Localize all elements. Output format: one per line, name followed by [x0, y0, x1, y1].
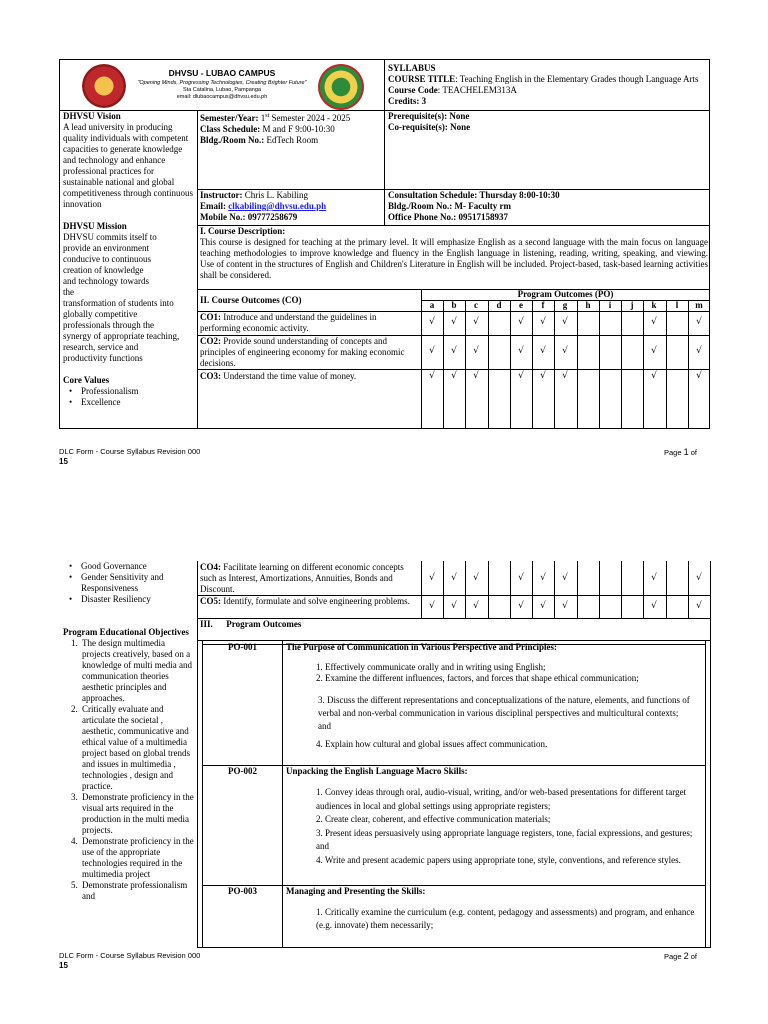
- peo-item: 3. Demonstrate proficiency in the visual arts required in the production in the multi media projects.: [80, 792, 195, 836]
- co-description: Facilitate learning on different economic concepts such as Interest, Amortizations, Annuities, Bonds and Discount.: [200, 562, 404, 594]
- course-description: [200, 226, 708, 281]
- core-value-item: • Gender Sensitivity and Responsiveness: [81, 572, 195, 594]
- course-outcomes-title: II. Course Outcomes (CO): [200, 295, 302, 305]
- instructor-email-link[interactable]: clkabiling@dhvsu.edu.ph: [228, 201, 327, 211]
- check-mark: √: [518, 601, 524, 611]
- divider: [384, 110, 385, 226]
- po-item: 1. Critically examine the curriculum (e.g. content, pedagogy and assessments) and program, and enhance (e.g. innovate) them necessarily;: [316, 907, 695, 930]
- check-mark: √: [451, 573, 457, 583]
- divider: [621, 300, 622, 429]
- page-current: 2: [683, 951, 689, 961]
- po-item: 1. Convey ideas through oral, audio-visual, writing, and/or web-based presentations for different target audiences in local and global settings using appropriate registers;: [316, 787, 687, 811]
- course-title-value: : Teaching English in the Elementary Grades though Language Arts: [455, 74, 699, 84]
- vision-text: A lead university in producing quality individuals with competent capacities to generate knowledge and technology and enhance professional practices for sustainable national and global competitiveness through continuous innovation: [63, 122, 193, 209]
- check-mark: √: [540, 601, 546, 611]
- page-total: 15: [59, 961, 68, 970]
- po-letter-g: g: [562, 300, 568, 310]
- check-mark: √: [540, 317, 546, 327]
- co-code: CO5:: [200, 596, 221, 606]
- check-mark: √: [429, 601, 435, 611]
- po-letter-f: f: [541, 300, 545, 310]
- course-code: [388, 85, 708, 96]
- lubao-campus-seal-logo: [318, 64, 364, 110]
- page-total: 15: [59, 457, 68, 466]
- requisites: [388, 111, 708, 133]
- core-value-item: • Good Governance: [81, 561, 195, 572]
- divider: [666, 300, 667, 429]
- check-mark: √: [518, 573, 524, 583]
- divider: [282, 640, 283, 948]
- corequisite: Co-requisite(s): None: [388, 122, 471, 132]
- semester-rest: Semester 2024 - 2025: [269, 113, 351, 123]
- check-mark: √: [651, 601, 657, 611]
- check-mark: √: [562, 346, 568, 356]
- po-code: PO-002: [228, 766, 257, 776]
- instructor-value: Chris L. Kabiling: [242, 190, 308, 200]
- check-mark: √: [518, 371, 524, 381]
- po-letter-j: j: [630, 300, 634, 310]
- course-description-text: This course is designed for teaching at the primary level. It will emphasize English as a second language with the main focus on language teaching methodologies to improve knowledge and fluency in the English language in listening, reading, writing, speaking, and viewing. Use of content in the structures of English and Children's Literature in English will be included. Project-based, task-based learning activities shall be considered.: [200, 237, 708, 280]
- check-mark: √: [429, 317, 435, 327]
- mission-line: research, service and: [63, 342, 139, 352]
- co-row-2-text: [200, 336, 418, 369]
- divider: [488, 561, 489, 619]
- page-current: 1: [683, 447, 689, 457]
- po-item: 2. Create clear, coherent, and effective communication materials;: [316, 814, 551, 824]
- mobile-value: 09777258679: [245, 212, 298, 222]
- po-letter-i: i: [608, 300, 612, 310]
- semester-value: 1: [258, 113, 266, 123]
- vision-title: DHVSU Vision: [63, 111, 121, 121]
- mission-line: DHVSU commits itself to: [63, 232, 157, 242]
- co-description: Introduce and understand the guidelines in performing economic activity.: [200, 312, 377, 333]
- po-002-content: [286, 766, 700, 867]
- check-mark: √: [429, 371, 435, 381]
- divider: [197, 947, 710, 948]
- mission-line: professionals through the: [63, 320, 154, 330]
- mission-title: DHVSU Mission: [63, 221, 127, 231]
- co-description: Provide sound understanding of concepts and principles of engineering economy for making economic decisions.: [200, 336, 405, 368]
- check-mark: √: [562, 371, 568, 381]
- page-of: of: [688, 448, 697, 457]
- check-mark: √: [451, 317, 457, 327]
- campus-header: [128, 68, 316, 101]
- co-row-4-text: [200, 562, 418, 595]
- po-item: 4. Write and present academic papers using appropriate tone, style, conventions, and reference styles.: [316, 854, 681, 865]
- co-code: CO4:: [200, 562, 221, 572]
- check-mark: √: [540, 346, 546, 356]
- check-mark: √: [651, 371, 657, 381]
- po-heading: The Purpose of Communication in Various Perspective and Principles:: [286, 642, 558, 652]
- mission-line: creation of knowledge: [63, 265, 144, 275]
- peo-title: Program Educational Objectives: [63, 627, 189, 637]
- page-prefix: Page: [664, 952, 684, 961]
- instructor-info: [200, 190, 382, 223]
- divider: [599, 300, 600, 429]
- mission-line: conducive to continuous: [63, 254, 151, 264]
- course-code-label: Course Code: [388, 85, 438, 95]
- room-value: EdTech Room: [264, 135, 319, 145]
- page-of: of: [688, 952, 697, 961]
- check-mark: √: [518, 317, 524, 327]
- check-mark: √: [562, 573, 568, 583]
- campus-email: email: dlubaocampus@dhvsu.edu.ph: [176, 94, 268, 100]
- core-value-item: • Professionalism: [81, 386, 195, 397]
- divider: [384, 59, 385, 111]
- divider: [621, 561, 622, 619]
- po-letter-e: e: [519, 300, 523, 310]
- co-code: CO1:: [200, 312, 221, 322]
- po-code: PO-003: [228, 886, 257, 896]
- check-mark: √: [696, 601, 702, 611]
- co-description: Understand the time value of money.: [221, 371, 357, 381]
- semester-label: Semester/Year:: [200, 113, 259, 123]
- check-mark: √: [651, 346, 657, 356]
- check-mark: √: [473, 573, 479, 583]
- check-mark: √: [562, 317, 568, 327]
- schedule-label: Class Schedule:: [200, 124, 261, 134]
- divider: [202, 640, 203, 948]
- campus-motto: "Opening Minds, Progressing Technologies, Creating Brighter Future": [137, 80, 307, 86]
- course-code-value: : TEACHELEM313A: [437, 85, 517, 95]
- co-code: CO2:: [200, 336, 221, 346]
- schedule-value: M and F 9:00-10:30: [260, 124, 335, 134]
- mission-line: globally competitive: [63, 309, 138, 319]
- mission-line: transformation of students into: [63, 298, 174, 308]
- consultation-info: [388, 190, 708, 223]
- po-letter-l: l: [675, 300, 679, 310]
- po-item: 3. Present ideas persuasively using appropriate language registers, tone, facial expressions, and gestures; and: [316, 827, 693, 851]
- peo-item: 1. The design multimedia projects creatively, based on a knowledge of multi media and communication theories aesthetic principles and approaches.: [80, 638, 195, 704]
- po-heading: Unpacking the English Language Macro Skills:: [286, 766, 468, 776]
- check-mark: √: [473, 317, 479, 327]
- page-number: [664, 951, 697, 961]
- po-heading: Managing and Presenting the Skills:: [286, 886, 426, 896]
- core-values-list: [63, 561, 195, 605]
- co-row-5-text: [200, 596, 418, 607]
- core-value-item: • Excellence: [81, 397, 195, 408]
- co-row-1-text: [200, 312, 418, 334]
- divider: [197, 640, 710, 641]
- co-code: CO3:: [200, 371, 221, 381]
- core-value-item: • Disaster Resiliency: [81, 594, 195, 605]
- mission-line: productivity functions: [63, 353, 143, 363]
- consultation-schedule: Consultation Schedule: Thursday 8:00-10:30: [388, 190, 560, 200]
- divider: [197, 561, 198, 948]
- check-mark: √: [651, 573, 657, 583]
- course-description-title: I. Course Description:: [200, 226, 286, 236]
- peo-item: 2. Critically evaluate and articulate the societal , aesthetic, communicative and ethical value of a multimedia project based on global trends and issues in multimedia , technologies , design and practice.: [80, 704, 195, 792]
- po-letter-m: m: [695, 300, 703, 310]
- check-mark: √: [696, 346, 702, 356]
- co-description: Identify, formulate and solve engineering problems.: [221, 596, 410, 606]
- check-mark: √: [451, 601, 457, 611]
- po-letter-k: k: [651, 300, 657, 310]
- check-mark: √: [696, 573, 702, 583]
- check-mark: √: [562, 601, 568, 611]
- course-title: [388, 74, 708, 85]
- dhvsu-seal-logo: [82, 64, 126, 108]
- check-mark: √: [540, 371, 546, 381]
- check-mark: √: [696, 371, 702, 381]
- check-mark: √: [429, 346, 435, 356]
- peo-list: [63, 638, 195, 902]
- po-001-content: [286, 642, 700, 750]
- check-mark: √: [473, 601, 479, 611]
- program-outcomes-title: Program Outcomes (PO): [517, 289, 614, 299]
- syllabus-label: SYLLABUS: [388, 63, 436, 73]
- po-letter-h: h: [585, 300, 591, 310]
- po-letter-c: c: [474, 300, 478, 310]
- core-values-title: Core Values: [63, 375, 110, 385]
- core-values-continued: [63, 561, 195, 902]
- peo-item: 5. Demonstrate professionalism and: [80, 880, 195, 902]
- divider: [197, 369, 710, 370]
- campus-address: Sta Catalina, Lubao, Pampanga: [183, 87, 261, 93]
- program-outcomes-section-title: III. Program Outcomes: [200, 619, 302, 629]
- mission-line: the: [63, 287, 74, 297]
- form-footer-label: DLC Form - Course Syllabus Revision 000: [59, 447, 201, 456]
- credits: Credits: 3: [388, 96, 427, 106]
- po-code: PO-001: [228, 642, 257, 652]
- po-item: 3. Discuss the different representations and conceptualizations of the nature, elements, and functions of verbal and non-verbal communication in various disciplinal perspectives and multicultural contexts; and: [318, 695, 690, 731]
- prerequisite: Prerequisite(s): None: [388, 111, 470, 121]
- divider: [577, 561, 578, 619]
- core-values-list: [63, 386, 195, 408]
- form-footer-label: DLC Form - Course Syllabus Revision 000: [59, 951, 201, 960]
- page-prefix: Page: [664, 448, 684, 457]
- divider: [599, 561, 600, 619]
- check-mark: √: [451, 371, 457, 381]
- course-title-label: COURSE TITLE: [388, 74, 456, 84]
- divider: [710, 561, 711, 948]
- divider: [705, 640, 706, 948]
- check-mark: √: [473, 346, 479, 356]
- check-mark: √: [540, 573, 546, 583]
- po-item: 2. Examine the different influences, factors, and forces that shape ethical communication;: [316, 673, 639, 683]
- divider: [488, 300, 489, 429]
- page-number: [664, 447, 697, 457]
- po-letter-a: a: [429, 300, 435, 310]
- mission-line: provide an environment: [63, 243, 149, 253]
- check-mark: √: [451, 346, 457, 356]
- peo-item: 4. Demonstrate proficiency in the use of the appropriate technologies required in the multimedia project: [80, 836, 195, 880]
- mission-line: synergy of appropriate teaching,: [63, 331, 180, 341]
- mobile-label: Mobile No.:: [200, 212, 246, 222]
- instructor-label: Instructor:: [200, 190, 243, 200]
- syllabus-info: [388, 63, 708, 107]
- po-item: 1. Effectively communicate orally and in writing using English;: [316, 662, 546, 672]
- po-item: 4. Explain how cultural and global issues affect communication.: [316, 739, 548, 749]
- check-mark: √: [518, 346, 524, 356]
- divider: [197, 110, 198, 429]
- semester-sup: st: [265, 113, 270, 119]
- email-label: Email:: [200, 201, 226, 211]
- po-letter-b: b: [451, 300, 457, 310]
- mission-line: and technology towards: [63, 276, 149, 286]
- divider: [577, 300, 578, 429]
- check-mark: √: [429, 573, 435, 583]
- po-003-content: [286, 886, 700, 932]
- office-phone: Office Phone No.: 09517158937: [388, 212, 508, 222]
- po-letter-d: d: [496, 300, 502, 310]
- check-mark: √: [651, 317, 657, 327]
- campus-name: DHVSU - LUBAO CAMPUS: [168, 68, 276, 78]
- semester-info: [200, 111, 382, 146]
- vision-mission-column: [63, 111, 195, 408]
- mission-text: [63, 232, 195, 364]
- divider: [666, 561, 667, 619]
- room-label: Bldg./Room No.:: [200, 135, 265, 145]
- consultation-room: Bldg./Room No.: M- Faculty rm: [388, 201, 511, 211]
- co-row-3-text: [200, 371, 418, 382]
- check-mark: √: [473, 371, 479, 381]
- check-mark: √: [696, 317, 702, 327]
